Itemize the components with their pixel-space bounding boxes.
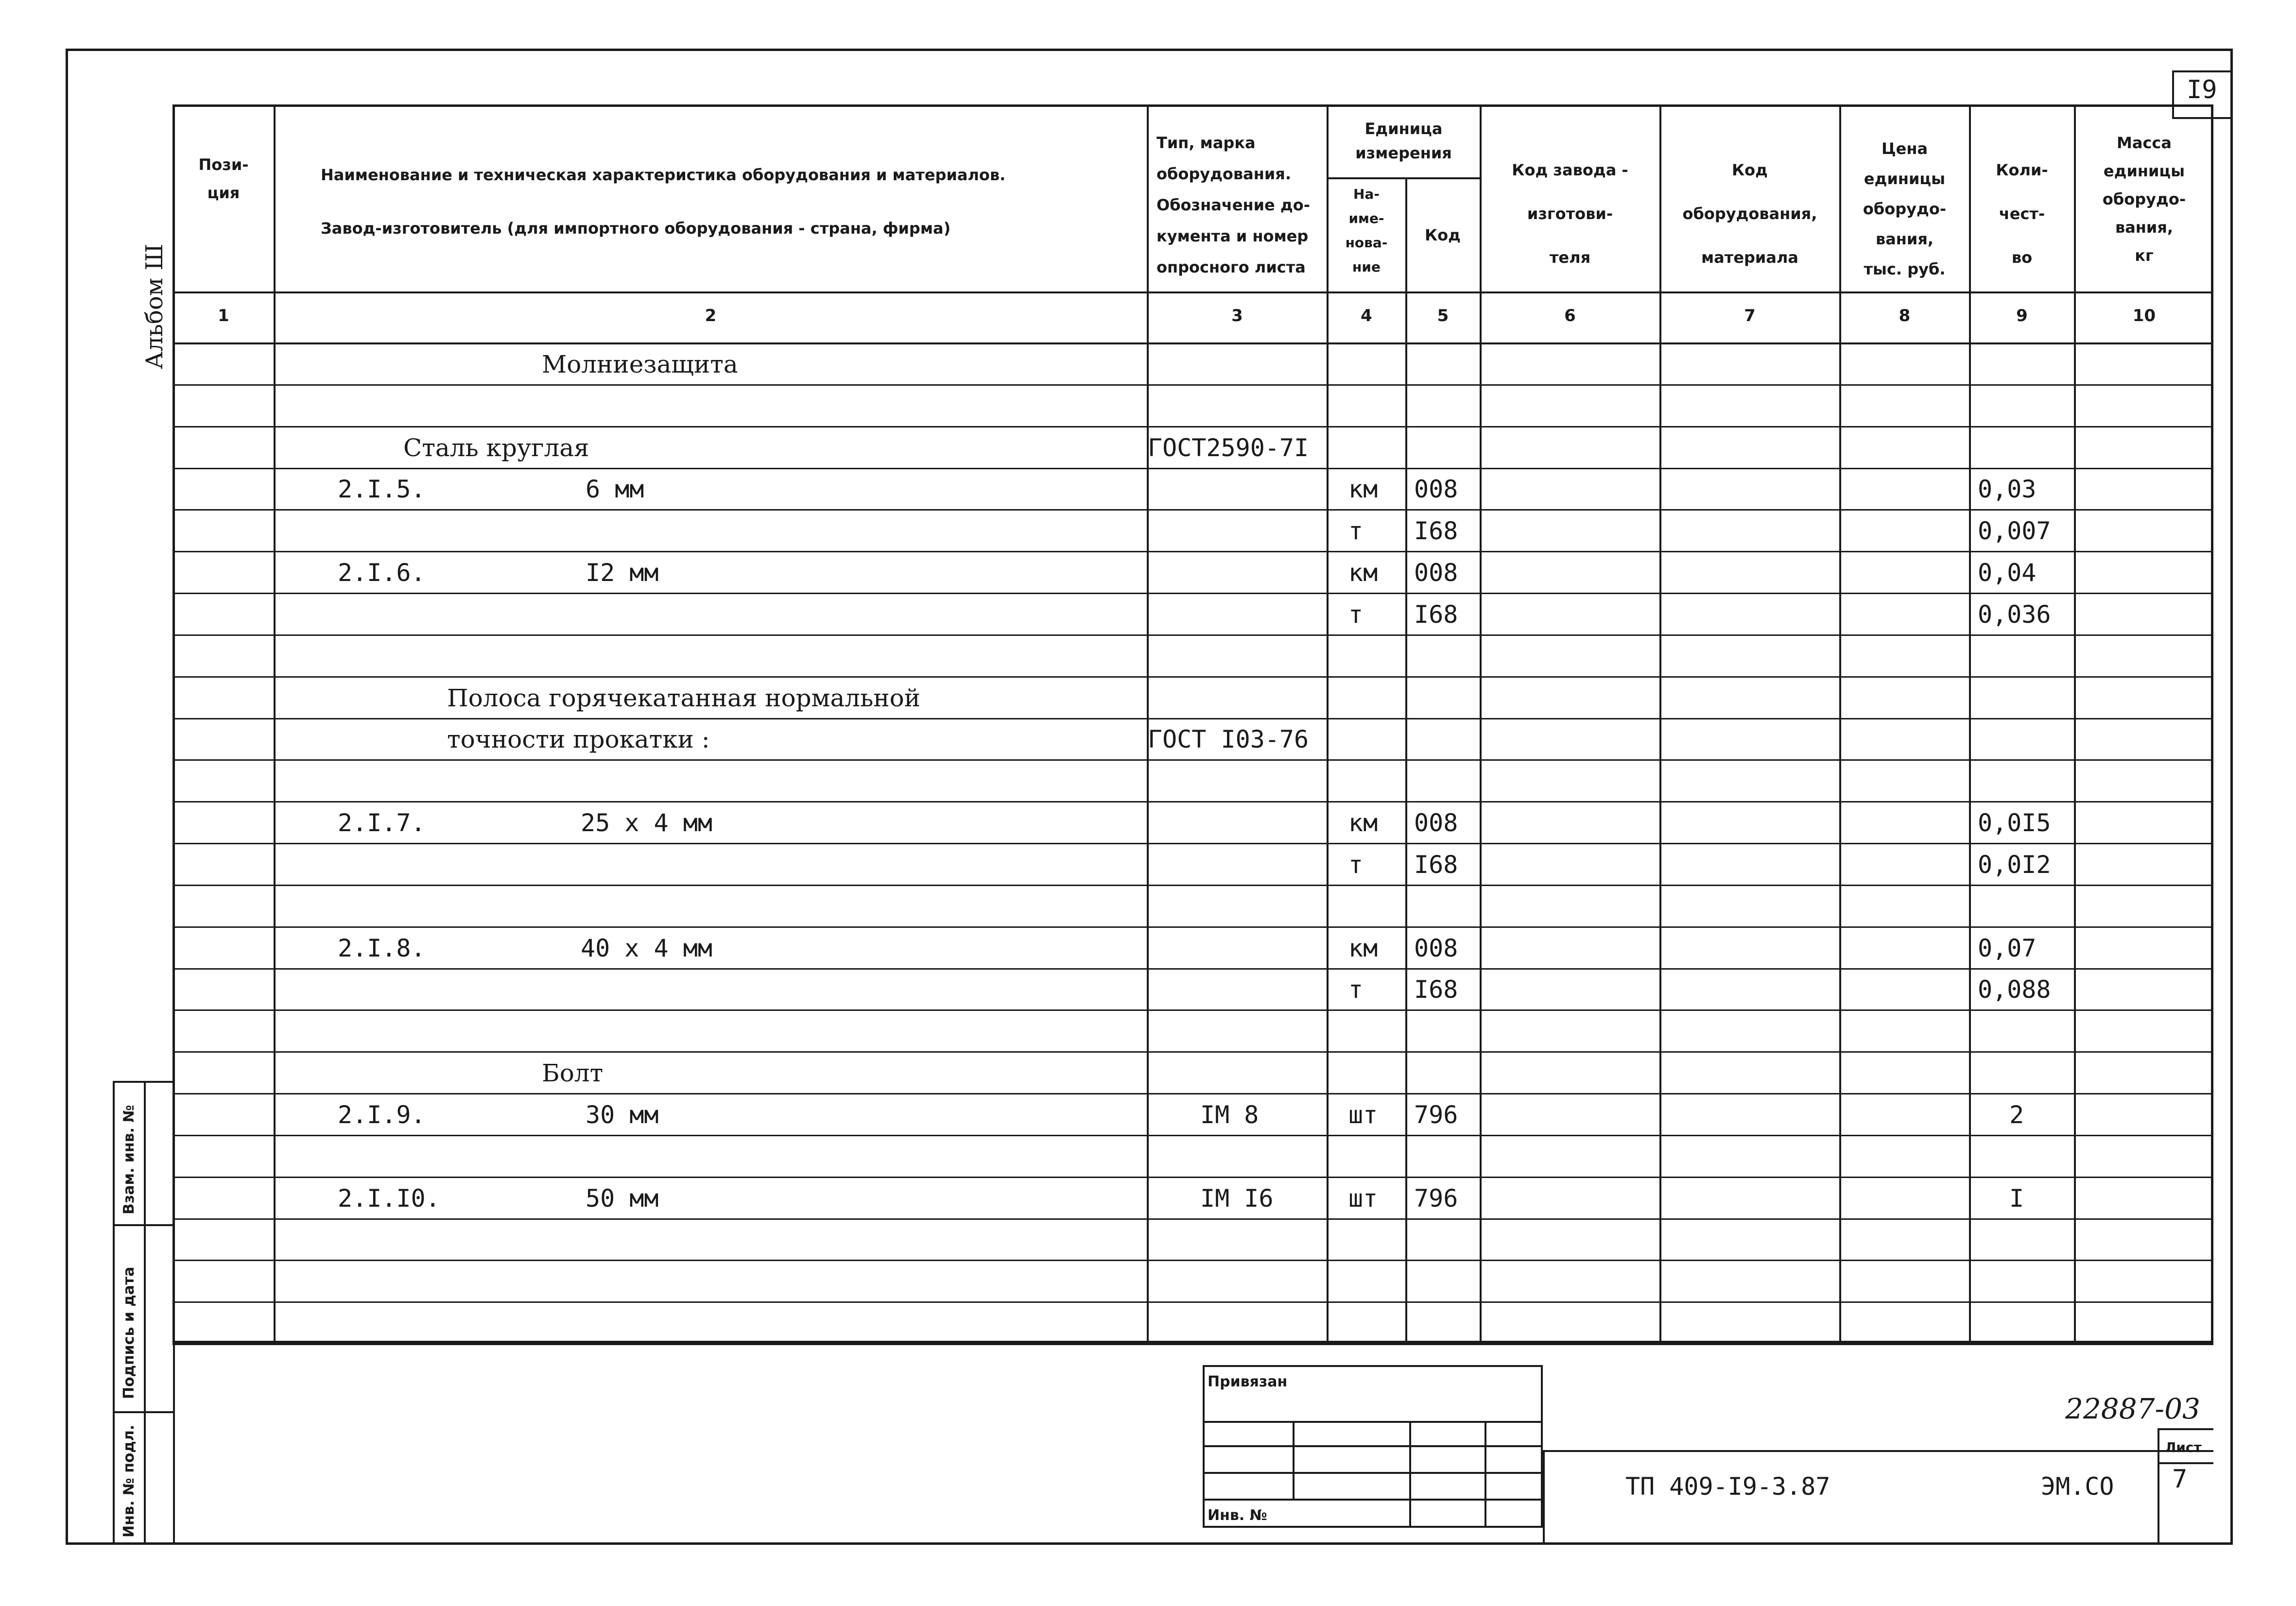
row-line: [173, 509, 2213, 511]
quantity: 0,0I5: [1978, 809, 2051, 837]
main-table: [173, 104, 2213, 1343]
colnum-10: 10: [2132, 306, 2156, 325]
item-document: IM 8: [1200, 1100, 1259, 1129]
col-line-9: [2074, 104, 2076, 1343]
item-position: 2.I.6.: [338, 559, 426, 587]
col-line-3: [1327, 104, 1329, 1343]
quantity: 0,03: [1978, 475, 2037, 504]
row-line: [173, 968, 2213, 970]
row-line: [173, 1177, 2213, 1178]
sheet-col-split: [2158, 1462, 2213, 1464]
col-line-8: [1969, 104, 1971, 1343]
col-line-6: [1659, 104, 1661, 1343]
row-line: [173, 1009, 2213, 1011]
row-line: [173, 1301, 2213, 1303]
title-block-left: [1543, 1450, 1545, 1545]
row-line: [173, 634, 2213, 636]
quantity: 0,04: [1978, 559, 2037, 587]
colnum-1: 1: [218, 306, 229, 325]
header-equipment-code: Код оборудования, материала: [1682, 161, 1817, 267]
header-unit-name: На- име- нова- ние: [1345, 186, 1388, 275]
row-line: [173, 676, 2213, 678]
row-line: [173, 801, 2213, 803]
colnum-5: 5: [1437, 306, 1449, 325]
privyazan-h4: [1203, 1499, 1543, 1501]
header-type: Тип, марка оборудования. Обозначение до- кумента и номер опросного листа: [1157, 134, 1310, 276]
table-bottom: [173, 1343, 2213, 1345]
header-unit-code: Код: [1425, 226, 1461, 244]
unit-code: 008: [1414, 809, 1458, 837]
row-line: [173, 1093, 2213, 1094]
col-line-5: [1480, 104, 1482, 1343]
inv-no-label: Инв. №: [1208, 1507, 1267, 1524]
item-position: 2.I.9.: [338, 1100, 426, 1129]
row-line: [173, 718, 2213, 719]
privyazan-h1: [1203, 1421, 1543, 1423]
unit-name: т: [1348, 517, 1364, 546]
header-factory-code: Код завода - изготови- теля: [1512, 161, 1628, 267]
header-quantity: Коли- чест- во: [1996, 161, 2048, 267]
unit-code: I68: [1414, 517, 1458, 546]
col-line-7: [1839, 104, 1841, 1343]
header-mass: Масса единицы оборудо- вания, кг: [2102, 134, 2186, 265]
privyazan-v1: [1293, 1421, 1295, 1499]
item-name: Полоса горячекатанная нормальной: [447, 683, 921, 712]
unit-name: км: [1348, 475, 1378, 504]
privyazan-v3: [1485, 1421, 1486, 1528]
side-stamp-h1: [113, 1224, 175, 1226]
row-line: [173, 1135, 2213, 1136]
item-name: Молниезащита: [542, 350, 738, 378]
unit-code: 008: [1414, 559, 1458, 587]
unit-code: I68: [1414, 975, 1458, 1004]
quantity: 0,0I2: [1978, 850, 2051, 879]
unit-code: 008: [1414, 934, 1458, 962]
colnum-8: 8: [1899, 306, 1911, 325]
unit-name: т: [1348, 600, 1364, 629]
item-document: ГОСТ2590-7I: [1148, 433, 1309, 462]
quantity: 0,007: [1978, 517, 2051, 546]
unit-name: шт: [1348, 1184, 1378, 1213]
unit-code: 796: [1414, 1100, 1458, 1129]
header-position: Пози- ция: [198, 155, 249, 202]
quantity: 2: [2009, 1100, 2024, 1129]
row-line: [173, 426, 2213, 427]
colnum-7: 7: [1744, 306, 1756, 325]
row-line: [173, 468, 2213, 469]
row-line: [173, 1051, 2213, 1053]
row-line: [173, 926, 2213, 928]
item-name: Болт: [542, 1059, 604, 1088]
album-label: Альбом Ш: [141, 243, 168, 369]
unit-code: 008: [1414, 475, 1458, 504]
item-document: ГОСТ I03-76: [1148, 725, 1309, 754]
item-size: 6 мм: [586, 475, 644, 504]
item-size: I2 мм: [586, 559, 659, 587]
side-inv-orig: Инв. № подл.: [121, 1424, 138, 1538]
side-stamp-h2: [113, 1411, 175, 1413]
item-size: 30 мм: [586, 1100, 659, 1129]
row-line: [173, 593, 2213, 594]
row-line: [173, 551, 2213, 552]
sheet-col-top: [2158, 1428, 2213, 1430]
colnum-9: 9: [2016, 306, 2028, 325]
colnum-3: 3: [1231, 306, 1243, 325]
unit-name: км: [1348, 559, 1378, 587]
quantity: 0,088: [1978, 975, 2051, 1004]
row-line: [173, 759, 2213, 761]
colnum-4: 4: [1361, 306, 1372, 325]
side-stamp-split: [144, 1081, 146, 1545]
header-name: Наименование и техническая характеристика оборудования и материалов. Завод-изготовитель (для импортного оборудования - страна, фирма): [321, 166, 1006, 238]
privyazan-h2: [1203, 1445, 1543, 1447]
sheet-value: 7: [2172, 1465, 2188, 1494]
item-name: Сталь круглая: [403, 433, 589, 462]
side-inv-vzam: Взам. инв. №: [121, 1105, 138, 1214]
row-line: [173, 885, 2213, 886]
colnum-2: 2: [705, 306, 717, 325]
document-code: ТП 409-I9-3.87: [1625, 1472, 1830, 1501]
item-position: 2.I.7.: [338, 809, 426, 837]
unit-code: 796: [1414, 1184, 1458, 1213]
row-line: [173, 384, 2213, 386]
row-line: [173, 1218, 2213, 1220]
title-block-top: [1543, 1450, 2213, 1452]
quantity: 0,07: [1978, 934, 2037, 962]
unit-code: I68: [1414, 600, 1458, 629]
header-unit-group: Единица измерения: [1355, 120, 1452, 162]
item-position: 2.I.5.: [338, 475, 426, 504]
quantity: I: [2009, 1184, 2024, 1213]
colnum-6: 6: [1564, 306, 1576, 325]
item-position: 2.I.I0.: [338, 1184, 440, 1213]
unit-code: I68: [1414, 850, 1458, 879]
col-line-1: [274, 104, 276, 1343]
header-price: Цена единицы оборудо- вания, тыс. руб.: [1863, 139, 1947, 278]
header-bottom: [173, 291, 2213, 293]
item-position: 2.I.8.: [338, 934, 426, 962]
quantity: 0,036: [1978, 600, 2051, 629]
sheet-col-left: [2158, 1428, 2159, 1545]
item-size: 50 мм: [586, 1184, 659, 1213]
unit-name: км: [1348, 934, 1378, 962]
section-code: ЭМ.СО: [2041, 1472, 2114, 1501]
side-signature-date: Подпись и дата: [121, 1266, 138, 1399]
privyazan-label: Привязан: [1208, 1373, 1288, 1390]
item-name: точности прокатки :: [447, 725, 710, 754]
sheet-label: Лист: [2165, 1439, 2202, 1455]
unit-name: т: [1348, 850, 1364, 879]
unit-name: км: [1348, 809, 1378, 837]
sheet-number: I9: [2187, 75, 2217, 104]
unit-header-split: [1327, 177, 1480, 179]
item-size: 25 x 4 мм: [581, 809, 712, 837]
item-document: IM I6: [1200, 1184, 1274, 1213]
col-line-2: [1147, 104, 1149, 1343]
unit-name: шт: [1348, 1100, 1378, 1129]
unit-name: т: [1348, 975, 1364, 1004]
handwritten-number: 22887-03: [2065, 1392, 2200, 1425]
item-size: 40 x 4 мм: [581, 934, 712, 962]
privyazan-h3: [1203, 1472, 1543, 1474]
privyazan-v2: [1409, 1421, 1411, 1528]
row-line: [173, 843, 2213, 844]
colnum-bottom: [173, 342, 2213, 344]
row-line: [173, 1260, 2213, 1261]
